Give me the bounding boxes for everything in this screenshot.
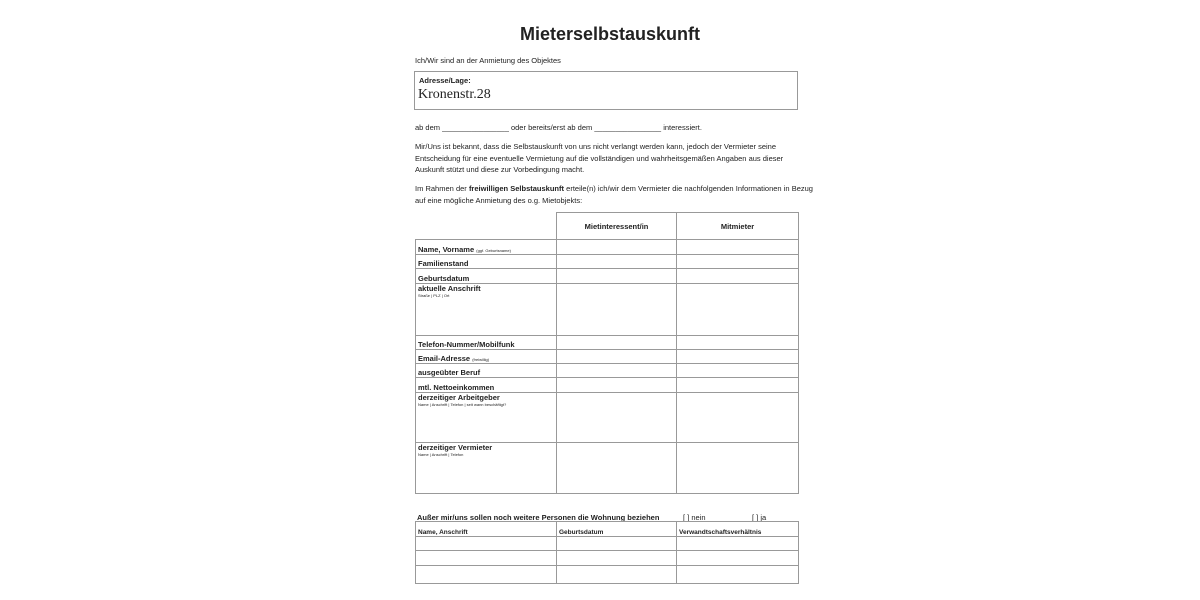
- address-box[interactable]: [414, 71, 798, 110]
- header-cotenant: Mitmieter: [677, 213, 799, 240]
- cotenant-cell[interactable]: [677, 336, 799, 350]
- cotenant-cell[interactable]: [677, 350, 799, 364]
- interest-middle: oder bereits/erst ab dem: [510, 123, 593, 132]
- applicant-cell[interactable]: [557, 255, 677, 269]
- paragraph-consent: Mir/Uns ist bekannt, dass die Selbstauskunft von uns nicht verlangt werden kann, jedoch der Vermieter seine Entscheidung für eine eventuelle Vermietung auf die vollständigen und wahrheitsgemäßen Angaben aus dieser Auskunft stützt und diese zur Vorbedingung macht.: [415, 142, 784, 174]
- paragraph-info: [415, 183, 813, 206]
- cotenant-cell[interactable]: [677, 269, 799, 284]
- header-name-address: Name, Anschrift: [416, 522, 557, 537]
- header-birthdate: Geburtsdatum: [557, 522, 677, 537]
- cotenant-cell[interactable]: [677, 255, 799, 269]
- applicant-cell[interactable]: [557, 393, 677, 443]
- page-title: Mieterselbstauskunft: [519, 24, 701, 44]
- person-cell[interactable]: [557, 537, 677, 551]
- start-date-blank[interactable]: ________________: [442, 123, 509, 132]
- person-cell[interactable]: [677, 566, 799, 584]
- applicant-cell[interactable]: [557, 240, 677, 255]
- row-label: Email-Adresse (freiwillig): [416, 350, 557, 364]
- applicant-cell[interactable]: [557, 269, 677, 284]
- row-label: Name, Vorname (ggf. Geburtsname): [416, 240, 557, 255]
- persons-yes-checkbox[interactable]: [ ] ja: [752, 513, 767, 522]
- alt-date-blank[interactable]: ________________: [594, 123, 662, 132]
- cotenant-cell[interactable]: [677, 240, 799, 255]
- applicant-cell[interactable]: [557, 364, 677, 378]
- person-cell[interactable]: [557, 551, 677, 566]
- person-cell[interactable]: [677, 537, 799, 551]
- applicant-cell[interactable]: [557, 284, 677, 336]
- persons-no-checkbox[interactable]: [ ] nein: [683, 513, 706, 522]
- tenant-info-table: [415, 212, 799, 494]
- applicant-cell[interactable]: [557, 336, 677, 350]
- row-label: Telefon-Nummer/Mobilfunk: [416, 336, 557, 350]
- address-label: Adresse/Lage:: [419, 76, 471, 85]
- cotenant-cell[interactable]: [677, 443, 799, 494]
- interest-suffix: interessiert.: [663, 123, 702, 132]
- intro-text: Ich/Wir sind an der Anmietung des Objektes: [415, 56, 561, 65]
- header-applicant: Mietinteressent/in: [557, 213, 677, 240]
- applicant-cell[interactable]: [557, 443, 677, 494]
- person-cell[interactable]: [416, 566, 557, 584]
- interest-prefix: ab dem: [415, 123, 441, 132]
- empty-corner: [416, 213, 557, 240]
- row-label: Familienstand: [416, 255, 557, 269]
- person-cell[interactable]: [557, 566, 677, 584]
- person-cell[interactable]: [677, 551, 799, 566]
- row-label: mtl. Nettoeinkommen: [416, 378, 557, 393]
- row-label: aktuelle Anschrift Straße | PLZ | Ort: [416, 284, 557, 336]
- cotenant-cell[interactable]: [677, 364, 799, 378]
- person-cell[interactable]: [416, 551, 557, 566]
- p2-bold: freiwilligen Selbstauskunft: [468, 184, 565, 193]
- cotenant-cell[interactable]: [677, 393, 799, 443]
- p2-pre: Im Rahmen der: [415, 184, 469, 193]
- applicant-cell[interactable]: [557, 350, 677, 364]
- persons-table: [415, 521, 799, 584]
- interest-line: [415, 122, 702, 134]
- header-relationship: Verwandtschaftsverhältnis: [677, 522, 799, 537]
- p2-post: erteile(n) ich/wir dem Vermieter die nachfolgenden Informationen in Bezug auf eine mögliche Anmietung des o.g. Mietobjekts:: [415, 184, 813, 205]
- row-label: Geburtsdatum: [416, 269, 557, 284]
- row-label: ausgeübter Beruf: [416, 364, 557, 378]
- persons-question: Außer mir/uns sollen noch weitere Personen die Wohnung beziehen: [417, 513, 660, 522]
- row-label: derzeitiger Arbeitgeber Name | Anschrift | Telefon | seit wann beschäftigt?: [416, 393, 557, 443]
- applicant-cell[interactable]: [557, 378, 677, 393]
- cotenant-cell[interactable]: [677, 284, 799, 336]
- person-cell[interactable]: [416, 537, 557, 551]
- address-value: Kronenstr.28: [418, 87, 491, 102]
- cotenant-cell[interactable]: [677, 378, 799, 393]
- row-label: derzeitiger Vermieter Name | Anschrift | Telefon: [416, 443, 557, 494]
